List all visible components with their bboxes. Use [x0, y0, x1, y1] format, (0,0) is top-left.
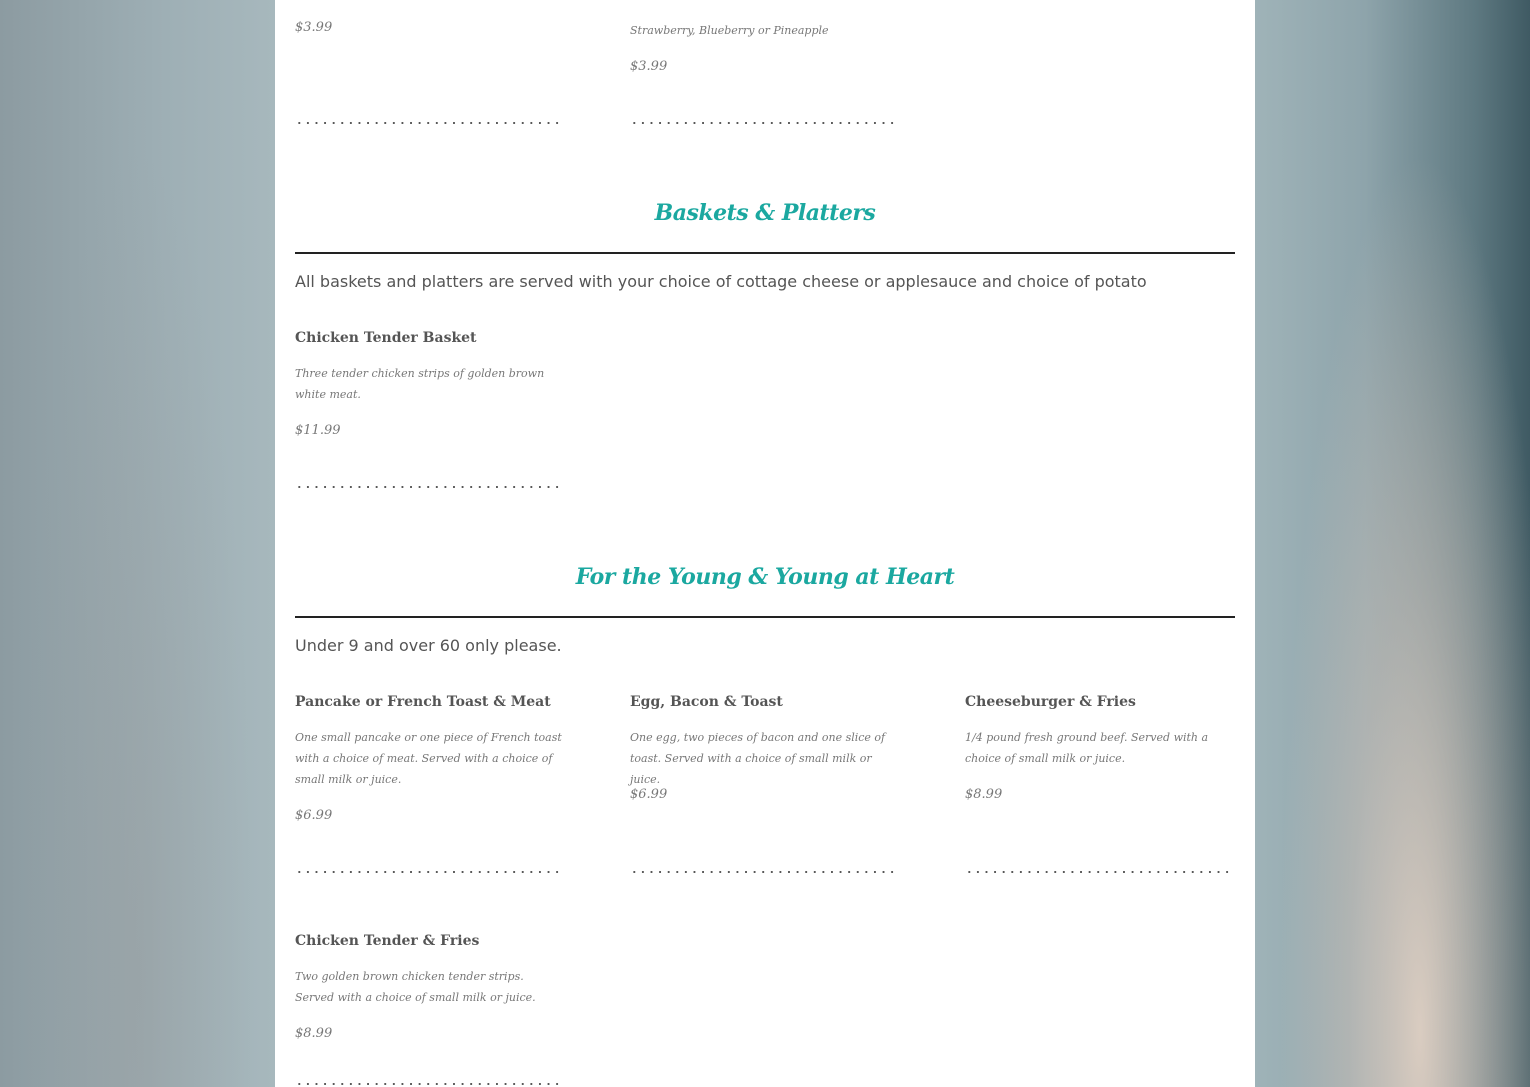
menu-panel [275, 0, 1255, 1087]
dotted-divider [630, 871, 898, 873]
section-note: All baskets and platters are served with your choice of cottage cheese or applesauce and choice of potato [295, 272, 1147, 291]
dotted-divider [295, 122, 563, 124]
item-price: $3.99 [295, 20, 333, 35]
item-price: $6.99 [630, 787, 668, 802]
section-title-young: For the Young & Young at Heart [575, 564, 955, 590]
background-left [0, 0, 275, 1087]
section-rule [295, 616, 1235, 618]
section-rule [295, 252, 1235, 254]
item-name: Chicken Tender Basket [295, 330, 477, 346]
background-right [1255, 0, 1530, 1087]
item-description: 1/4 pound fresh ground beef. Served with a choice of small milk or juice. [965, 731, 1209, 765]
dotted-divider [295, 1083, 563, 1085]
item-name: Cheeseburger & Fries [965, 694, 1136, 710]
item-description: Three tender chicken strips of golden brown white meat. [295, 367, 545, 401]
item-name: Egg, Bacon & Toast [630, 694, 783, 710]
dotted-divider [630, 122, 898, 124]
item-price: $8.99 [965, 787, 1003, 802]
item-price: $8.99 [295, 1026, 333, 1041]
item-price: $11.99 [295, 423, 341, 438]
item-name: Pancake or French Toast & Meat [295, 694, 551, 710]
dotted-divider [295, 871, 563, 873]
item-description: One egg, two pieces of bacon and one slice of toast. Served with a choice of small milk or juice. [630, 731, 886, 786]
item-description: Strawberry, Blueberry or Pineapple [630, 24, 829, 37]
section-title-baskets: Baskets & Platters [654, 200, 876, 226]
item-description: One small pancake or one piece of French toast with a choice of meat. Served with a choice of small milk or juice. [295, 731, 562, 786]
dotted-divider [965, 871, 1233, 873]
dotted-divider [295, 486, 563, 488]
item-description: Two golden brown chicken tender strips. Served with a choice of small milk or juice. [295, 970, 536, 1004]
section-note: Under 9 and over 60 only please. [295, 636, 562, 655]
item-price: $3.99 [630, 59, 668, 74]
item-price: $6.99 [295, 808, 333, 823]
item-name: Chicken Tender & Fries [295, 933, 480, 949]
